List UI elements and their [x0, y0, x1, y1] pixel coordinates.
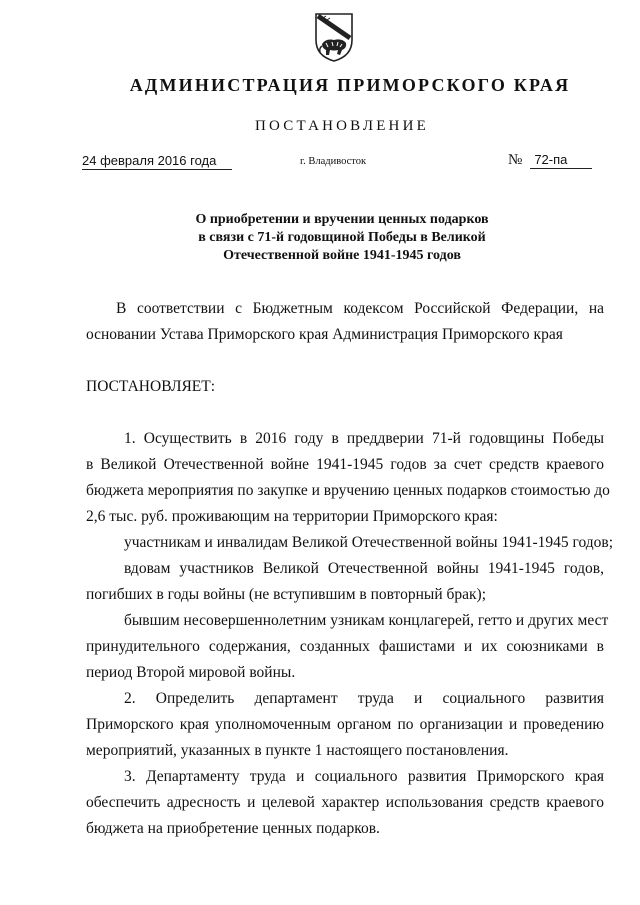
number-value: 72-па [530, 152, 592, 169]
recipient-line: участникам и инвалидам Великой Отечественной войны 1941-1945 годов; [124, 534, 614, 551]
title-line: Отечественной войне 1941-1945 годов [223, 248, 461, 263]
item-3-line: бюджета на приобретение ценных подарков. [86, 820, 380, 837]
recipient-line: период Второй мировой войны. [86, 664, 296, 681]
item-2-line: мероприятий, указанных в пункте 1 настоящего постановления. [86, 742, 509, 759]
recipient-line: бывшим несовершеннолетним узникам концлагерей, гетто и других мест [124, 612, 609, 629]
coat-of-arms-emblem [314, 10, 354, 62]
document-place: г. Владивосток [300, 156, 367, 167]
item-2-line: 2. Определить департамент труда и социального развития [124, 690, 604, 707]
document-number [508, 152, 592, 169]
document-title [0, 211, 640, 265]
document-type: ПОСТАНОВЛЕНИЕ [255, 118, 429, 134]
number-sign: № [508, 152, 523, 168]
recipient-line: принудительного содержания, созданных фашистами и их союзниками в [86, 638, 604, 655]
item-2-line: Приморского края уполномоченным органом по организации и проведению [86, 716, 604, 733]
recipient-line: погибших в годы войны (не вступившим в повторный брак); [86, 586, 487, 603]
document-date: 24 февраля 2016 года [82, 153, 232, 170]
item-3-line: 3. Департаменту труда и социального развития Приморского края [124, 768, 604, 785]
recipient-line: вдовам участников Великой Отечественной войны 1941-1945 годов, [124, 560, 604, 577]
preamble-line: В соответствии с Бюджетным кодексом Российской Федерации, на [116, 300, 604, 317]
item-3-line: обеспечить адресность и целевой характер использования средств краевого [86, 794, 604, 811]
item-1-line: бюджета мероприятия по закупке и вручению ценных подарков стоимостью до [86, 482, 610, 499]
title-line: в связи с 71-й годовщиной Победы в Великой [198, 230, 486, 245]
preamble-line: основании Устава Приморского края Администрация Приморского края [86, 326, 563, 343]
title-line: О приобретении и вручении ценных подарков [195, 212, 489, 227]
item-1-line: 1. Осуществить в 2016 году в преддверии 71-й годовщины Победы [124, 430, 604, 447]
decree-word: ПОСТАНОВЛЯЕТ: [86, 378, 216, 395]
organization-title: АДМИНИСТРАЦИЯ ПРИМОРСКОГО КРАЯ [129, 75, 571, 95]
item-1-line: 2,6 тыс. руб. проживающим на территории Приморского края: [86, 508, 498, 525]
item-1-line: в Великой Отечественной войне 1941-1945 годов за счет средств краевого [86, 456, 604, 473]
